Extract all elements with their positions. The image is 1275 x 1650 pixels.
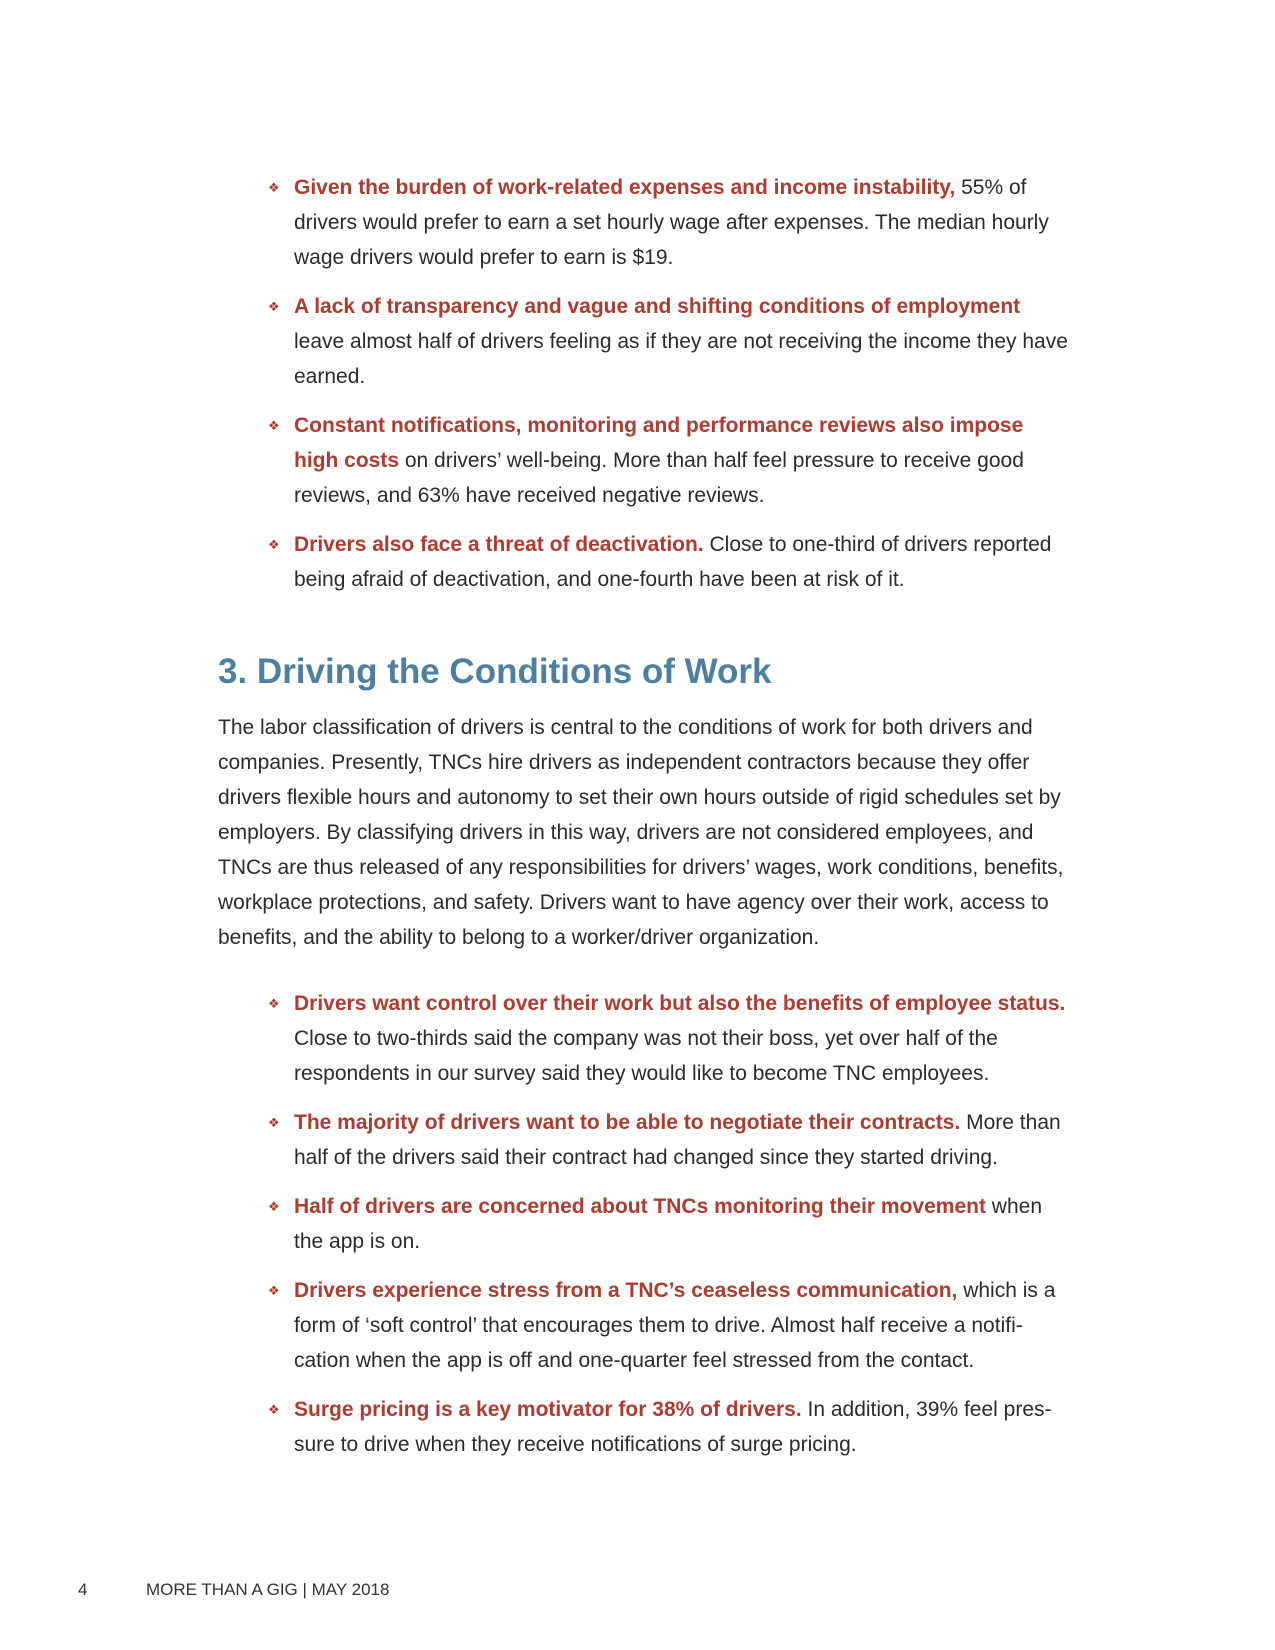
footer-title: MORE THAN A GIG | MAY 2018 bbox=[146, 1580, 390, 1599]
section-intro-paragraph: The labor classification of drivers is central to the conditions of work for both drivers and companies. Presently, TNCs hire drivers as independent contractors because they offer drivers flexible hours and autonomy to set their own hours outside of rigid schedules set by employers. By classifying drivers in this way, drivers are not considered employees, and TNCs are thus released of any responsibilities for drivers’ wages, work conditions, benefits, workplace protections, and safety. Drivers want to have agency over their work, access to benefits, and the ability to belong to a worker/driver organization. bbox=[218, 716, 1064, 949]
diamond-bullet-icon: ❖ bbox=[268, 1283, 280, 1298]
bullet-body: 55% of drivers would prefer to earn a set hourly wage after expenses. The median hourly wage drivers would prefer to earn is $19. bbox=[294, 176, 1049, 269]
bullet-body: Close to two-thirds said the company was not their boss, yet over half of the respondents in our survey said they would like to become TNC employees. bbox=[294, 1027, 998, 1085]
bullet-lead: Drivers want control over their work but also the benefits of employee status. bbox=[294, 992, 1066, 1015]
list-item bbox=[268, 527, 1068, 597]
list-item bbox=[268, 1273, 1068, 1378]
bullet-body: leave almost half of drivers feeling as if they are not receiving the income they have earned. bbox=[294, 330, 1068, 388]
bullet-body: which is a form of ‘soft control’ that encourages them to drive. Almost half receive a notification when the app is off and one-quarter feel stressed from the contact. bbox=[294, 1279, 1056, 1372]
bullet-lead: Surge pricing is a key motivator for 38% of drivers. bbox=[294, 1398, 802, 1421]
diamond-bullet-icon: ❖ bbox=[268, 1402, 280, 1417]
bullet-lead: Drivers also face a threat of deactivation. bbox=[294, 533, 704, 556]
bullet-lead: Constant notifications, monitoring and performance reviews also impose high costs bbox=[294, 414, 1024, 472]
list-item bbox=[268, 1105, 1068, 1175]
diamond-bullet-icon: ❖ bbox=[268, 1115, 280, 1130]
list-item bbox=[268, 986, 1068, 1091]
bullet-body: Close to one-third of drivers reported being afraid of deactivation, and one-fourth have been at risk of it. bbox=[294, 533, 1052, 591]
list-item bbox=[268, 1189, 1068, 1259]
bullet-body: when the app is on. bbox=[294, 1195, 1043, 1253]
diamond-bullet-icon: ❖ bbox=[268, 180, 280, 195]
bullet-lead: A lack of transparency and vague and shifting conditions of employment bbox=[294, 295, 1021, 318]
findings-list-top bbox=[268, 170, 1068, 611]
diamond-bullet-icon: ❖ bbox=[268, 996, 280, 1011]
bullet-body: More than half of the drivers said their contract had changed since they started driving. bbox=[294, 1111, 1061, 1169]
bullet-body: In addition, 39% feel pressure to drive when they receive notifications of surge pricing. bbox=[294, 1398, 1052, 1456]
list-item bbox=[268, 289, 1068, 394]
bullet-lead: The majority of drivers want to be able to negotiate their contracts. bbox=[294, 1111, 961, 1134]
bullet-lead: Given the burden of work-related expenses and income instability, bbox=[294, 176, 956, 199]
list-item bbox=[268, 170, 1068, 275]
diamond-bullet-icon: ❖ bbox=[268, 537, 280, 552]
diamond-bullet-icon: ❖ bbox=[268, 1199, 280, 1214]
bullet-body: on drivers’ well-being. More than half feel pressure to receive good reviews, and 63% have received negative reviews. bbox=[294, 449, 1024, 507]
diamond-bullet-icon: ❖ bbox=[268, 299, 280, 314]
list-item bbox=[268, 408, 1068, 513]
page-number: 4 bbox=[78, 1580, 88, 1599]
section-heading: 3. Driving the Conditions of Work bbox=[218, 652, 772, 691]
bullet-lead: Drivers experience stress from a TNC’s ceaseless communication, bbox=[294, 1279, 958, 1302]
findings-list-bottom bbox=[268, 986, 1068, 1476]
diamond-bullet-icon: ❖ bbox=[268, 418, 280, 433]
bullet-lead: Half of drivers are concerned about TNCs monitoring their movement bbox=[294, 1195, 986, 1218]
list-item bbox=[268, 1392, 1068, 1462]
